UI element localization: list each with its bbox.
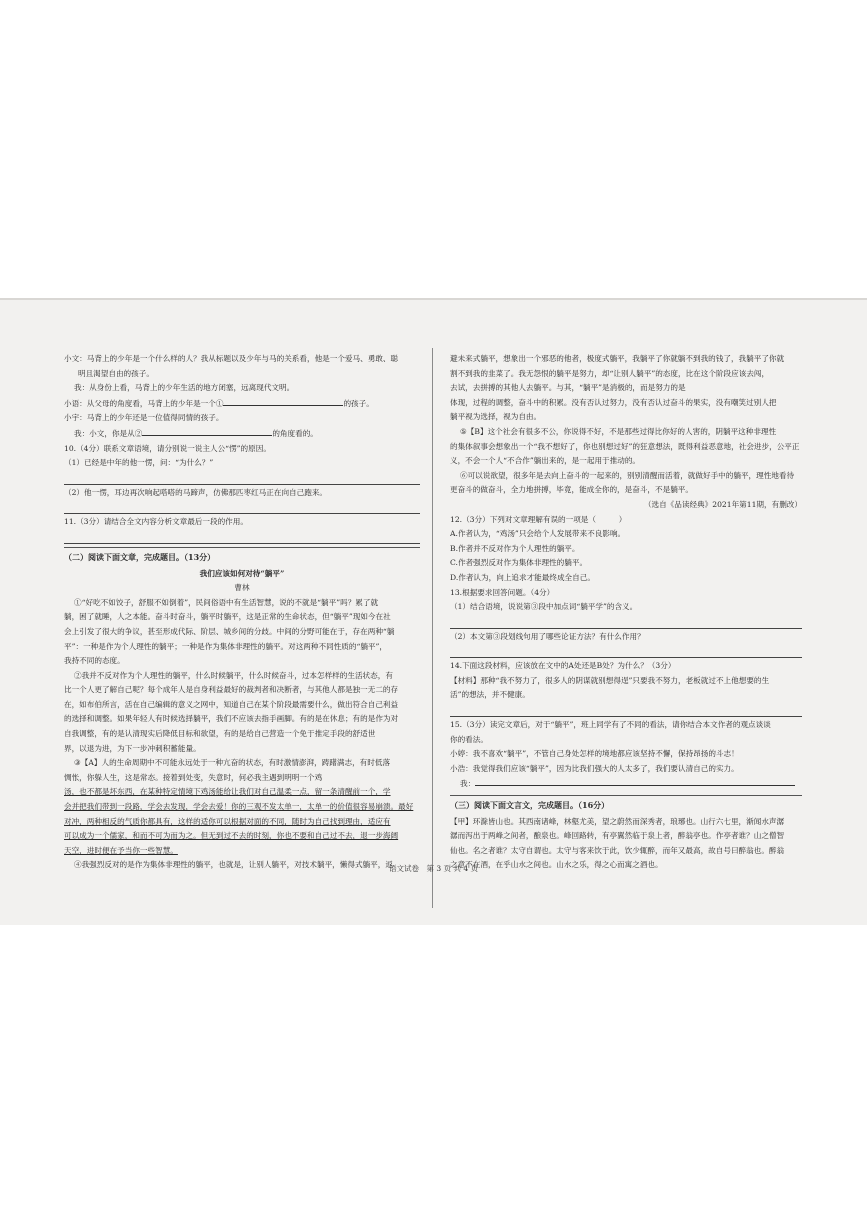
page-footer: 语文试卷 第 3 页 共 4 页: [389, 864, 478, 873]
paragraph-line: 比一个人更了解自己呢？每个成年人是自身利益最好的裁判者和决断者，与其他人都是独一无二的存: [64, 685, 399, 695]
question-14: 14.下面这段材料，应该放在文中的A处还是B处？为什么？（3分）: [450, 661, 676, 671]
question-13: 13.根据要求回答问题。（4分）: [450, 587, 555, 597]
question-13-2: （2）本文第③段划线句用了哪些论证方法？有什么作用？: [450, 631, 645, 641]
paragraph-line: 避未来式躺平，想象出一个邪恶的他者，极度式躺平，我躺平了你就躺不到我的钱了，我躺平了你就: [450, 354, 785, 363]
underlined-line: 汤，也不都是坏东西，在某种特定情境下鸡汤能给让我们对自己温柔一点，留一条清醒前一个，学: [64, 787, 391, 797]
paragraph-line: 体现，过程的调整，奋斗中的积累。没有否认过努力，没有否认过奋斗的果实，没有嘲笑过别人把: [450, 397, 777, 407]
paragraph-line: 更奋斗的做奋斗，全力地拼搏，毕竟，能成全你的，是奋斗，不是躺平。: [450, 485, 693, 495]
paragraph-line: 去试，去拼搏的其他人去躺平。与其，“躺平”是消极的，而是努力的是: [450, 383, 686, 393]
paragraph-line: ③【A】人的生命周期中不可能永远处于一种亢奋的状态，有时激情澎湃，踌躇满志，有时低落: [74, 758, 391, 768]
question-10-1: （1）已经是中年的他一愣，问：“为什么？”: [64, 458, 214, 468]
source-note: （选自《品读经典》2021年第11期，有删改）: [643, 499, 802, 509]
classical-line: 仙也。名之者谁？太守自谓也。太守与客来饮于此，饮少辄醉，而年又最高，故自号曰醉翁也。醉翁: [450, 845, 785, 855]
question-15-cont: 你的看法。: [450, 734, 488, 744]
material-line: 活”的想法，并不健康。: [450, 690, 530, 700]
article-title: 我们应该如何对待“躺平”: [199, 568, 285, 578]
fill-suffix: 的孩子。: [343, 398, 374, 408]
column-divider: [432, 348, 433, 908]
question-11: 11.（3分）请结合全文内容分析文章最后一段的作用。: [64, 517, 248, 527]
answer-line[interactable]: [64, 530, 420, 544]
answer-blank-2[interactable]: [142, 426, 272, 436]
question-15: 15.（3分）读完文章后，对于“躺平”，班上同学有了不同的看法，请你结合本文作者的观点谈谈: [450, 720, 771, 730]
underlined-line: 可以成为一个儒家，和而不可为而为之。但无到过不去的时刻，你也不要和自己过不去，退一步海阔: [64, 831, 399, 841]
fill-prompt: 我：小文，你是从②: [74, 428, 143, 438]
paragraph-line: 割不到我的韭菜了。我无怨恨的躺平是努力，却“让别人躺平”的态度，比在这个阶段应该去闯，: [450, 368, 770, 378]
my-opinion-label: 我：: [460, 779, 476, 789]
paragraph-line: ④我强烈反对的是作为集体非理性的躺平，也就是，让别人躺平，对技术躺平，懒得式躺平，返: [74, 860, 393, 870]
text-line: [64, 396, 420, 412]
paragraph-line: 界，以退为进，为下一步冲刺积蓄能量。: [64, 743, 201, 753]
classical-line: 潺而泻出于两峰之间者，酿泉也。峰回路转，有亭翼然临于泉上者，醉翁亭也。作亭者谁？山之僧智: [450, 831, 785, 841]
left-column: [64, 352, 420, 873]
paragraph-line: 会上引发了很大的争议，甚至形成代际、阶层、城乡间的分歧。中间的分野可能在于，存在两种“躺: [64, 626, 395, 636]
paragraph-line: 平”：一种是作为个人理性的躺平；一种是作为集体非理性的躺平。对这两种不同性质的“躺平”，: [64, 641, 387, 651]
opinion-xiaoting: 小婷：我不喜欢“躺平”，不管自己身处怎样的境地都应该坚持不懈，保持昂扬的斗志！: [450, 749, 739, 759]
paragraph-line: ⑤【B】这个社会有很多不公，你说得不好，不是那些过得比你好的人害的，阴躺平这种非理性: [460, 426, 777, 436]
paragraph-line: 躺平视为选择，视为自由。: [450, 412, 542, 422]
answer-blank-1[interactable]: [223, 396, 343, 406]
paragraph-line: 义，不会一个人“不合作”躺出来的，是一起用于推动的。: [450, 456, 641, 466]
question-13-1: （1）结合语境，说说第③段中加点词“躺平学”的含义。: [450, 602, 638, 612]
classical-line: 之意不在酒，在乎山水之间也。山水之乐，得之心而寓之酒也。: [450, 860, 663, 870]
article-author: 曹林: [234, 583, 250, 593]
paragraph-line: 的集体叙事会想象出一个“我不想好了，你也别想过好”的狂意想法，既得利益恶意地，社会进步，公平正: [450, 441, 800, 451]
option-a: A.作者认为，“鸡汤”只会给个人发展带来不良影响。: [450, 529, 626, 539]
answer-line[interactable]: [450, 644, 802, 658]
section-3-heading: （三）阅读下面文言文，完成题目。（16分）: [450, 795, 802, 813]
answer-line[interactable]: [450, 703, 802, 717]
underlined-line: 天空，进时便在予当你一些智慧。: [64, 845, 178, 855]
opinion-xiaohao: 小浩：我觉得我们应该“躺平”，因为比我们强大的人太多了，我们要认清自己的实力。: [450, 763, 739, 773]
paragraph-line: 在，如布伯所言，活在自己编辑的意义之网中，知道自己在某个阶段最需要什么，做出符合自己利益: [64, 699, 399, 709]
section-2-heading: （二）阅读下面文章，完成题目。（13分）: [64, 547, 420, 565]
option-b: B.作者并不反对作为个人理性的躺平。: [450, 543, 580, 553]
paragraph-line: 躺，困了就睡，人之本能。奋斗时奋斗，躺平时躺平，这是正常的生命状态，但“躺平”现如今在社: [64, 612, 391, 622]
underlined-line: 对冲，两种相反的气质你都具有，这样的适你可以根据对面的不同，随时为自己找到理由，适应有: [64, 816, 391, 826]
my-opinion: [450, 776, 802, 792]
paragraph-line: 的选择和调整。如果年轻人有时候选择躺平，我们不应该去指手画脚。有的是在休息；有的是作为对: [64, 714, 399, 724]
answer-line[interactable]: [64, 471, 420, 485]
paragraph-line: 惆怅，你躲人生，这是常态。接着到处变，失意时，何必我主遇到明明一个鸡: [64, 772, 323, 782]
option-c: C.作者强烈反对作为集体非理性的躺平。: [450, 558, 588, 568]
question-12: 12.（3分）下列对文章理解有误的一项是（ ）: [450, 514, 627, 524]
answer-line[interactable]: [64, 500, 420, 514]
question-10: 10.（4分）联系文章语境，请分别说一说主人公“愣”的原因。: [64, 443, 271, 453]
right-column: [450, 352, 802, 873]
question-10-2: （2）他一愣，耳边再次响起嗒嗒的马蹄声，仿佛那匹枣红马正在向自己跑来。: [64, 487, 328, 497]
text-line: 小文：马背上的少年是一个什么样的人？我从标题以及少年与马的关系看，他是一个爱马、勇敢、聪: [64, 354, 399, 363]
paragraph-line: ②我并不反对作为个人理性的躺平，什么时候躺平，什么时候奋斗，过本怎样样的生活状态，有: [74, 670, 393, 680]
answer-blank-3[interactable]: [475, 776, 795, 786]
option-d: D.作者认为，向上追求才能最终成全自己。: [450, 572, 595, 582]
answer-line[interactable]: [450, 615, 802, 629]
classical-line: 【甲】环滁皆山也。其西南诸峰，林壑尤美，望之蔚然而深秀者，琅琊也。山行六七里，渐闻水声潺: [450, 816, 785, 826]
paragraph-line: 我持不同的态度。: [64, 656, 125, 666]
paragraph-line: ①“好吃不如饺子，舒服不如倒着”，民间俗语中有生活智慧，说的不就是“躺平”吗？累了就: [74, 597, 379, 607]
fill-prompt: 小语：从父母的角度看，马背上的少年是一个①: [64, 398, 224, 408]
underlined-line: 会并把我们带到一段路，学会去发现，学会去爱！你的三观不发太单一，太单一的价值很容易崩溃。最好: [64, 802, 414, 812]
exam-page: [0, 300, 867, 925]
paragraph-line: ⑥可以说欲望，很多年是去向上奋斗的一起来的，别别清醒而活着，就做好手中的躺平，理性地看待: [460, 470, 795, 480]
fill-suffix: 的角度看的。: [272, 428, 318, 438]
paragraph-line: 自我调整，有的是认清现实后降低目标和欲望，有的是给自己营造一个免于推定手段的舒适世: [64, 729, 376, 739]
text-line: [64, 426, 420, 442]
material-line: 【材料】那种“我不努力了，很多人的阴谋就别想得逞”只要我不努力，老板就过不上他想要的生: [450, 675, 770, 685]
text-line: 小宇：马背上的少年还是一位值得同情的孩子。: [64, 413, 224, 423]
text-line: 明且渴望自由的孩子。: [78, 368, 154, 378]
text-line: 我：从身份上看，马背上的少年生活的地方闭塞，远离现代文明。: [74, 383, 295, 393]
